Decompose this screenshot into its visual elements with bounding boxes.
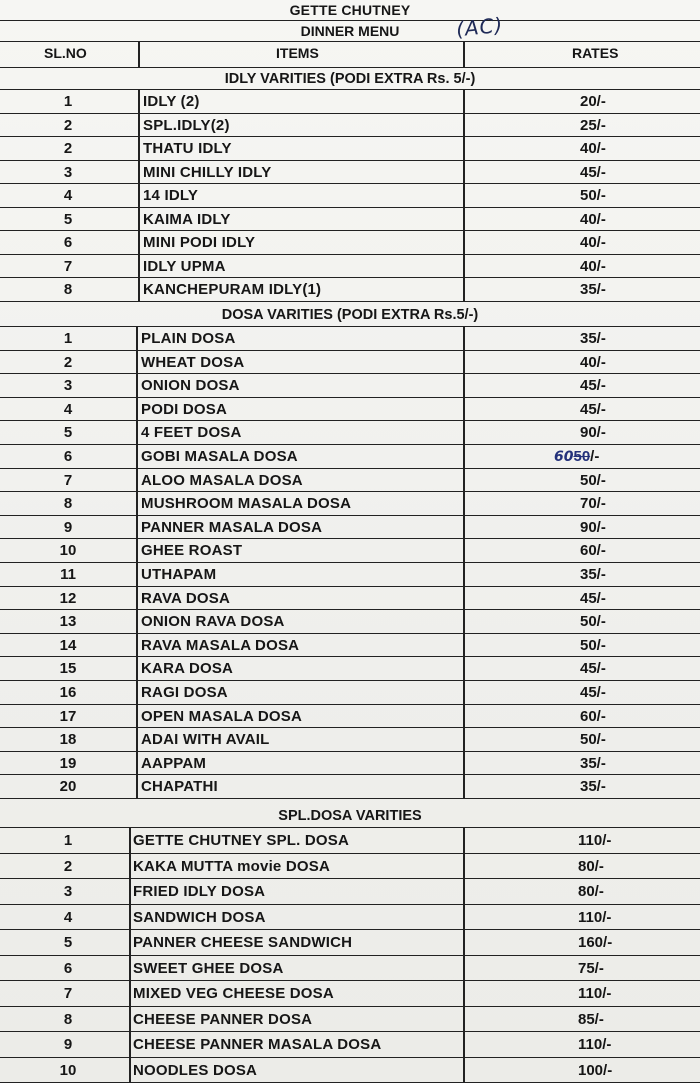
item-name: CHEESE PANNER MASALA DOSA	[133, 1036, 382, 1053]
item-rate: 40/-	[580, 140, 606, 157]
handwritten-ac-note: (AC)	[454, 12, 505, 42]
sl-no: 1	[63, 832, 73, 849]
sl-no: 11	[60, 566, 76, 583]
item-rate: 35/-	[580, 281, 606, 298]
item-rate: 110/-	[578, 908, 612, 926]
menu-row	[0, 1058, 700, 1083]
section-header: SPL.DOSA VARITIES	[0, 804, 700, 828]
menu-row	[0, 854, 700, 880]
item-name: SANDWICH DOSA	[133, 908, 266, 926]
menu-row	[0, 634, 700, 658]
sl-no: 12	[59, 589, 77, 607]
column-divider	[138, 90, 140, 302]
item-rate: 45/-	[580, 377, 606, 395]
item-name: RAGI DOSA	[141, 684, 228, 701]
menu-row	[0, 327, 700, 351]
struck-rate: 50	[573, 448, 591, 465]
item-name: RAVA MASALA DOSA	[141, 636, 300, 654]
menu-row	[0, 879, 700, 905]
restaurant-name: GETTE CHUTNEY	[289, 2, 411, 18]
item-rate: 50/-	[580, 187, 606, 204]
item-name: THATU IDLY	[143, 140, 232, 157]
sl-no: 3	[63, 377, 73, 395]
item-name: 4 FEET DOSA	[141, 424, 242, 442]
item-name: KARA DOSA	[141, 660, 234, 678]
item-name: NOODLES DOSA	[133, 1061, 258, 1079]
sl-no: 7	[63, 985, 73, 1002]
item-name: 14 IDLY	[143, 187, 199, 204]
sl-no: 1	[63, 93, 73, 110]
menu-row	[0, 255, 700, 279]
item-rate: 40/-	[580, 257, 606, 275]
item-name: WHEAT DOSA	[141, 353, 245, 371]
rates-header: RATES	[572, 45, 619, 61]
item-name: RAVA DOSA	[141, 589, 231, 607]
sl-no-header: SL.NO	[44, 45, 87, 61]
menu-row	[0, 828, 700, 854]
item-rate: 110/-	[578, 985, 612, 1002]
menu-row	[0, 956, 700, 982]
item-name: OPEN MASALA DOSA	[141, 707, 302, 725]
item-rate: 45/-	[580, 684, 606, 701]
menu-row	[0, 137, 700, 161]
item-name: SWEET GHEE DOSA	[133, 959, 284, 977]
menu-row	[0, 728, 700, 752]
menu-row	[0, 351, 700, 375]
item-rate: 35/-	[580, 330, 606, 347]
menu-row	[0, 1007, 700, 1033]
item-rate	[554, 445, 599, 470]
item-name: GETTE CHUTNEY SPL. DOSA	[133, 832, 350, 849]
sl-no: 20	[59, 778, 77, 796]
menu-row	[0, 930, 700, 956]
rate-suffix: /-	[590, 448, 600, 465]
sl-no: 3	[63, 883, 73, 900]
item-rate: 100/-	[578, 1061, 613, 1079]
item-name: PANNER CHEESE SANDWICH	[133, 934, 353, 951]
sl-no: 8	[63, 281, 73, 298]
sl-no: 4	[63, 400, 73, 418]
item-rate: 40/-	[580, 210, 606, 228]
item-name: FRIED IDLY DOSA	[133, 883, 266, 900]
item-rate: 40/-	[580, 234, 606, 251]
item-rate: 90/-	[580, 518, 606, 536]
menu-row	[0, 610, 700, 634]
sl-no: 4	[63, 908, 73, 926]
menu-row	[0, 492, 700, 516]
item-name: GOBI MASALA DOSA	[141, 448, 298, 465]
menu-row	[0, 114, 700, 138]
sl-no: 8	[63, 495, 73, 513]
sl-no: 8	[63, 1010, 73, 1028]
item-name: SPL.IDLY(2)	[143, 116, 230, 134]
item-rate: 50/-	[580, 636, 606, 654]
item-name: KAIMA IDLY	[143, 210, 231, 228]
column-divider	[463, 90, 465, 302]
menu-row	[0, 705, 700, 729]
item-rate: 45/-	[580, 400, 606, 418]
item-rate: 160/-	[578, 934, 613, 951]
sl-no: 7	[63, 257, 73, 275]
sl-no: 10	[59, 1061, 77, 1079]
item-rate: 50/-	[580, 613, 606, 631]
sl-no: 9	[63, 1036, 73, 1053]
menu-title: DINNER MENU	[300, 23, 400, 39]
sl-no: 5	[63, 210, 73, 228]
table-header	[0, 42, 700, 68]
menu-row	[0, 539, 700, 563]
menu-row	[0, 421, 700, 445]
menu-row	[0, 184, 700, 208]
menu-row	[0, 563, 700, 587]
menu-row	[0, 981, 700, 1007]
item-rate: 110/-	[578, 832, 612, 849]
item-rate: 35/-	[580, 778, 606, 796]
item-name: KANCHEPURAM IDLY(1)	[143, 281, 322, 298]
sl-no: 7	[63, 471, 73, 489]
column-divider	[129, 828, 131, 1083]
sl-no: 2	[63, 116, 73, 134]
column-divider	[136, 327, 138, 799]
menu-row	[0, 775, 700, 799]
sl-no: 4	[63, 187, 73, 204]
item-name: PANNER MASALA DOSA	[141, 518, 323, 536]
item-name: PLAIN DOSA	[141, 330, 236, 347]
item-rate: 60/-	[580, 707, 606, 725]
item-rate: 20/-	[580, 93, 606, 110]
item-rate: 80/-	[578, 857, 604, 875]
sl-no: 6	[63, 448, 73, 465]
sl-no: 2	[63, 140, 73, 157]
section-header: DOSA VARITIES (PODI EXTRA Rs.5/-)	[0, 303, 700, 327]
item-name: MIXED VEG CHEESE DOSA	[133, 985, 334, 1002]
item-name: IDLY UPMA	[143, 257, 226, 275]
item-rate: 70/-	[580, 495, 606, 513]
sl-no: 2	[63, 857, 73, 875]
header-divider	[138, 42, 140, 68]
sl-no: 15	[59, 660, 77, 678]
item-rate: 35/-	[580, 754, 606, 772]
sl-no: 6	[63, 234, 73, 251]
menu-row	[0, 208, 700, 232]
item-name: MINI PODI IDLY	[143, 234, 256, 251]
item-name: ONION DOSA	[141, 377, 240, 395]
item-name: CHEESE PANNER DOSA	[133, 1010, 313, 1028]
item-name: CHAPATHI	[141, 778, 218, 796]
sl-no: 19	[59, 754, 77, 772]
menu-row	[0, 161, 700, 185]
item-rate: 60/-	[580, 542, 606, 560]
sl-no: 9	[63, 518, 73, 536]
item-rate: 110/-	[578, 1036, 612, 1053]
item-name: MINI CHILLY IDLY	[143, 163, 272, 181]
sl-no: 2	[63, 353, 73, 371]
item-name: GHEE ROAST	[141, 542, 243, 560]
items-header: ITEMS	[276, 45, 319, 61]
menu-row	[0, 445, 700, 469]
sl-no: 5	[63, 424, 73, 442]
column-divider	[463, 327, 465, 799]
sl-no: 18	[59, 731, 77, 749]
menu-row	[0, 1032, 700, 1058]
section-header: IDLY VARITIES (PODI EXTRA Rs. 5/-)	[0, 68, 700, 90]
item-name: ONION RAVA DOSA	[141, 613, 285, 631]
item-name: IDLY (2)	[143, 93, 200, 110]
menu-title-row	[0, 12, 700, 42]
menu-row	[0, 752, 700, 776]
item-rate: 85/-	[578, 1010, 604, 1028]
item-rate: 45/-	[580, 163, 606, 181]
sl-no: 3	[63, 163, 73, 181]
header-divider	[463, 42, 465, 68]
menu-row	[0, 657, 700, 681]
item-name: ADAI WITH AVAIL	[141, 731, 270, 749]
item-name: PODI DOSA	[141, 400, 227, 418]
column-divider	[463, 828, 465, 1083]
menu-row	[0, 587, 700, 611]
item-rate: 50/-	[580, 471, 606, 489]
sl-no: 1	[63, 330, 73, 347]
item-name: MUSHROOM MASALA DOSA	[141, 495, 352, 513]
item-name: ALOO MASALA DOSA	[141, 471, 303, 489]
sl-no: 16	[59, 684, 77, 701]
item-name: KAKA MUTTA movie DOSA	[133, 857, 330, 875]
item-name: AAPPAM	[141, 754, 207, 772]
menu-row	[0, 905, 700, 931]
item-rate: 40/-	[580, 353, 606, 371]
sl-no: 6	[63, 959, 73, 977]
sl-no: 13	[59, 613, 77, 631]
item-rate: 25/-	[580, 116, 606, 134]
menu-row	[0, 469, 700, 493]
menu-row	[0, 516, 700, 540]
menu-row	[0, 278, 700, 302]
menu-row	[0, 90, 700, 114]
sl-no: 14	[59, 636, 77, 654]
sl-no: 10	[59, 542, 77, 560]
item-rate: 80/-	[578, 883, 604, 900]
item-rate: 45/-	[580, 589, 606, 607]
menu-row	[0, 398, 700, 422]
item-rate: 50/-	[580, 731, 606, 749]
handwritten-rate: 60	[554, 449, 574, 465]
item-name: UTHAPAM	[141, 566, 217, 583]
sl-no: 17	[59, 707, 77, 725]
item-rate: 45/-	[580, 660, 606, 678]
menu-row	[0, 681, 700, 705]
item-rate: 35/-	[580, 566, 606, 583]
item-rate: 90/-	[580, 424, 606, 442]
menu-row	[0, 374, 700, 398]
menu-row	[0, 231, 700, 255]
item-rate: 75/-	[578, 959, 604, 977]
sl-no: 5	[63, 934, 73, 951]
